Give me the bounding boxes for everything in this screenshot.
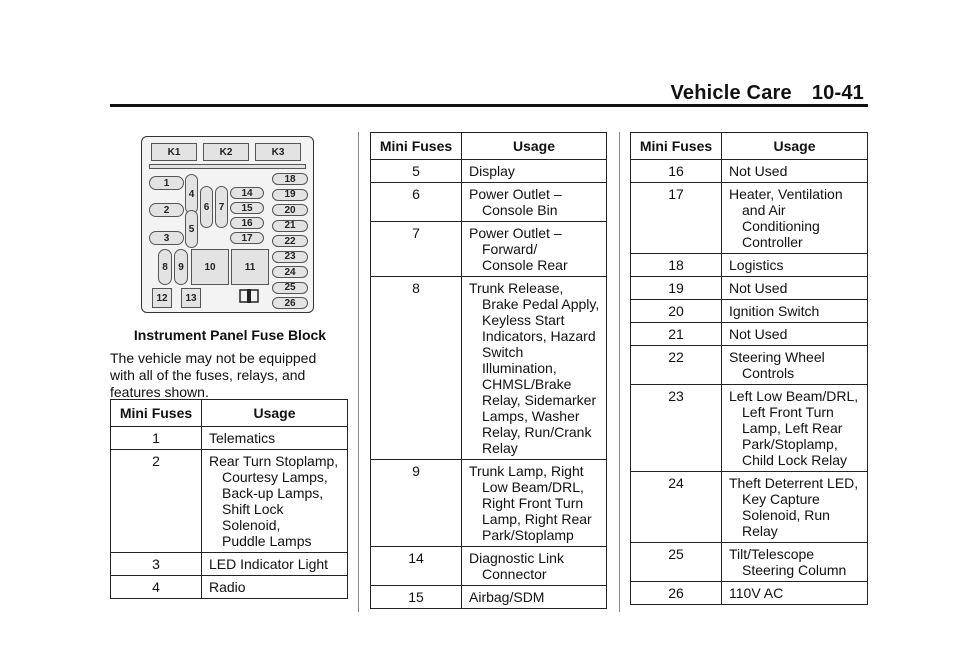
usage-line: Forward/ xyxy=(482,241,538,257)
fuse-usage xyxy=(462,222,607,277)
fuse-19: 19 xyxy=(272,189,308,201)
intro-line: features shown. xyxy=(110,384,209,400)
fuse-number: 25 xyxy=(631,543,722,582)
fuse-block-strip xyxy=(149,164,306,169)
fuse-17: 17 xyxy=(230,232,264,244)
fuse-3: 3 xyxy=(149,231,184,245)
fuse-2: 2 xyxy=(149,203,184,217)
table-row xyxy=(631,543,868,582)
fuse-usage xyxy=(202,427,348,450)
table-row xyxy=(631,300,868,323)
table-row xyxy=(111,553,348,576)
fuse-number: 19 xyxy=(631,277,722,300)
page-number: 10-41 xyxy=(811,82,864,104)
intro-line: with all of the fuses, relays, and xyxy=(110,367,306,383)
usage-line: Key Capture xyxy=(742,491,820,507)
fuse-number: 20 xyxy=(631,300,722,323)
fuse-14: 14 xyxy=(230,187,264,199)
table-row xyxy=(371,547,607,586)
usage-line: and Air Conditioning xyxy=(742,202,820,234)
usage-line: Power Outlet – xyxy=(469,225,562,241)
table-row xyxy=(111,576,348,599)
table-row xyxy=(111,450,348,553)
table-row xyxy=(371,222,607,277)
table-header-row xyxy=(631,133,868,160)
usage-line: Not Used xyxy=(729,326,788,342)
fuse-number: 23 xyxy=(631,385,722,472)
usage-line: Steering Column xyxy=(742,562,847,578)
table-row xyxy=(371,586,607,609)
relay-k3: K3 xyxy=(255,143,301,161)
usage-line: Display xyxy=(469,163,515,179)
usage-line: Controller xyxy=(742,234,803,250)
header-mini-fuses: Mini Fuses xyxy=(111,400,202,427)
usage-line: Telematics xyxy=(209,430,276,446)
fuse-usage xyxy=(722,543,868,582)
table-row xyxy=(371,277,607,460)
fuse-number: 22 xyxy=(631,346,722,385)
fuse-usage xyxy=(202,553,348,576)
table-row xyxy=(631,254,868,277)
fuse-usage xyxy=(722,346,868,385)
column-divider xyxy=(619,132,620,612)
fuse-usage xyxy=(462,547,607,586)
page-header xyxy=(650,82,864,105)
table-row xyxy=(631,385,868,472)
fuse-table-1 xyxy=(110,399,348,599)
fuse-number: 3 xyxy=(111,553,202,576)
usage-line: CHMSL/Brake xyxy=(482,376,572,392)
usage-line: Child Lock Relay xyxy=(742,452,848,468)
table-row xyxy=(631,160,868,183)
table-row xyxy=(111,427,348,450)
usage-line: Airbag/SDM xyxy=(469,589,545,605)
fuse-usage xyxy=(202,450,348,553)
fuse-number: 5 xyxy=(371,160,462,183)
fuse-usage xyxy=(722,254,868,277)
fuse-number: 15 xyxy=(371,586,462,609)
usage-line: Diagnostic Link xyxy=(469,550,564,566)
header-usage: Usage xyxy=(462,133,607,160)
usage-line: Trunk Lamp, Right xyxy=(469,463,584,479)
section-title: Vehicle Care xyxy=(670,82,792,104)
fuse-usage xyxy=(722,300,868,323)
fuse-number: 2 xyxy=(111,450,202,553)
fuse-number: 16 xyxy=(631,160,722,183)
fuse-7: 7 xyxy=(215,186,228,228)
usage-line: Steering Wheel xyxy=(729,349,825,365)
fuse-9: 9 xyxy=(174,249,188,285)
usage-line: Not Used xyxy=(729,280,788,296)
fuse-13: 13 xyxy=(181,288,201,308)
usage-line: Logistics xyxy=(729,257,784,273)
usage-line: Park/Stoplamp xyxy=(482,527,574,543)
usage-line: Park/Stoplamp, xyxy=(742,436,838,452)
usage-line: Shift Lock Solenoid, xyxy=(222,501,284,533)
intro-text xyxy=(110,350,350,401)
usage-line: Back-up Lamps, xyxy=(222,485,324,501)
table-row xyxy=(631,183,868,254)
usage-line: Heater, Ventilation xyxy=(729,186,843,202)
fuse-usage xyxy=(462,160,607,183)
usage-line: Left Low Beam/DRL, xyxy=(729,388,859,404)
fuse-usage xyxy=(462,586,607,609)
fuse-18: 18 xyxy=(272,173,308,185)
fuse-24: 24 xyxy=(272,266,308,278)
usage-line: Trunk Release, xyxy=(469,280,564,296)
fuse-number: 1 xyxy=(111,427,202,450)
usage-line: Console Bin xyxy=(482,202,558,218)
usage-line: Puddle Lamps xyxy=(222,533,312,549)
fuse-20: 20 xyxy=(272,204,308,216)
fuse-5: 5 xyxy=(185,210,198,248)
table-row xyxy=(631,277,868,300)
fuse-number: 14 xyxy=(371,547,462,586)
usage-line: Lamps, Washer xyxy=(482,408,580,424)
usage-line: Connector xyxy=(482,566,547,582)
fuse-usage xyxy=(462,460,607,547)
header-rule xyxy=(110,104,868,107)
fuse-4: 4 xyxy=(185,174,198,214)
relay-k2: K2 xyxy=(203,143,249,161)
fuse-table-2 xyxy=(370,132,607,609)
fuse-usage xyxy=(462,183,607,222)
fuse-usage xyxy=(722,160,868,183)
usage-line: Console Rear xyxy=(482,257,568,273)
usage-line: Keyless Start xyxy=(482,312,565,328)
fuse-16: 16 xyxy=(230,217,264,229)
fuse-12: 12 xyxy=(152,288,172,308)
fuse-number: 4 xyxy=(111,576,202,599)
usage-line: Power Outlet – xyxy=(469,186,562,202)
diagram-caption: Instrument Panel Fuse Block xyxy=(133,327,327,343)
table-header-row xyxy=(111,400,348,427)
table-row xyxy=(371,460,607,547)
table-row xyxy=(371,160,607,183)
table-row xyxy=(631,582,868,605)
fuse-usage xyxy=(722,582,868,605)
fuse-number: 18 xyxy=(631,254,722,277)
fuse-number: 26 xyxy=(631,582,722,605)
fuse-usage xyxy=(722,277,868,300)
usage-line: Lamp, Left Rear xyxy=(742,420,843,436)
usage-line: Lamp, Right Rear xyxy=(482,511,592,527)
relay-k1: K1 xyxy=(151,143,197,161)
fuse-21: 21 xyxy=(272,220,308,232)
usage-line: Solenoid, Run Relay xyxy=(742,507,830,539)
fuse-table-3 xyxy=(630,132,868,605)
table-row xyxy=(631,346,868,385)
usage-line: 110V AC xyxy=(729,585,784,601)
fuse-number: 8 xyxy=(371,277,462,460)
header-mini-fuses: Mini Fuses xyxy=(631,133,722,160)
fuse-26: 26 xyxy=(272,297,308,309)
table-row xyxy=(631,472,868,543)
fuse-usage xyxy=(722,472,868,543)
usage-line: Not Used xyxy=(729,163,788,179)
intro-line: The vehicle may not be equipped xyxy=(110,350,317,366)
usage-line: Rear Turn Stoplamp, xyxy=(209,453,339,469)
manual-book-icon xyxy=(239,288,259,307)
fuse-usage xyxy=(202,576,348,599)
fuse-number: 21 xyxy=(631,323,722,346)
usage-line: Brake Pedal Apply, xyxy=(482,296,600,312)
fuse-number: 24 xyxy=(631,472,722,543)
fuse-number: 6 xyxy=(371,183,462,222)
fuse-6: 6 xyxy=(200,186,213,228)
table-row xyxy=(371,183,607,222)
fuse-10: 10 xyxy=(191,249,229,285)
fuse-25: 25 xyxy=(272,282,308,294)
fuse-usage xyxy=(722,183,868,254)
fuse-usage xyxy=(462,277,607,460)
usage-line: Courtesy Lamps, xyxy=(222,469,328,485)
fuse-8: 8 xyxy=(158,249,172,285)
fuse-22: 22 xyxy=(272,235,308,247)
fuse-11: 11 xyxy=(231,249,269,285)
header-usage: Usage xyxy=(722,133,868,160)
header-mini-fuses: Mini Fuses xyxy=(371,133,462,160)
usage-line: Tilt/Telescope xyxy=(729,546,815,562)
usage-line: Right Front Turn xyxy=(482,495,584,511)
usage-line: LED Indicator Light xyxy=(209,556,329,572)
usage-line: Relay xyxy=(482,440,518,456)
fuse-usage xyxy=(722,323,868,346)
fuse-block-diagram xyxy=(141,136,314,313)
fuse-usage xyxy=(722,385,868,472)
usage-line: Theft Deterrent LED, xyxy=(729,475,859,491)
column-divider xyxy=(358,132,359,612)
fuse-23: 23 xyxy=(272,251,308,263)
usage-line: Low Beam/DRL, xyxy=(482,479,584,495)
usage-line: Ignition Switch xyxy=(729,303,820,319)
table-header-row xyxy=(371,133,607,160)
usage-line: Controls xyxy=(742,365,795,381)
fuse-number: 17 xyxy=(631,183,722,254)
usage-line: Left Front Turn xyxy=(742,404,834,420)
table-row xyxy=(631,323,868,346)
fuse-number: 7 xyxy=(371,222,462,277)
fuse-15: 15 xyxy=(230,202,264,214)
usage-line: Switch Illumination, xyxy=(482,344,557,376)
usage-line: Indicators, Hazard xyxy=(482,328,596,344)
fuse-number: 9 xyxy=(371,460,462,547)
usage-line: Relay, Sidemarker xyxy=(482,392,597,408)
fuse-1: 1 xyxy=(149,176,184,190)
header-usage: Usage xyxy=(202,400,348,427)
usage-line: Radio xyxy=(209,579,246,595)
usage-line: Relay, Run/Crank xyxy=(482,424,592,440)
